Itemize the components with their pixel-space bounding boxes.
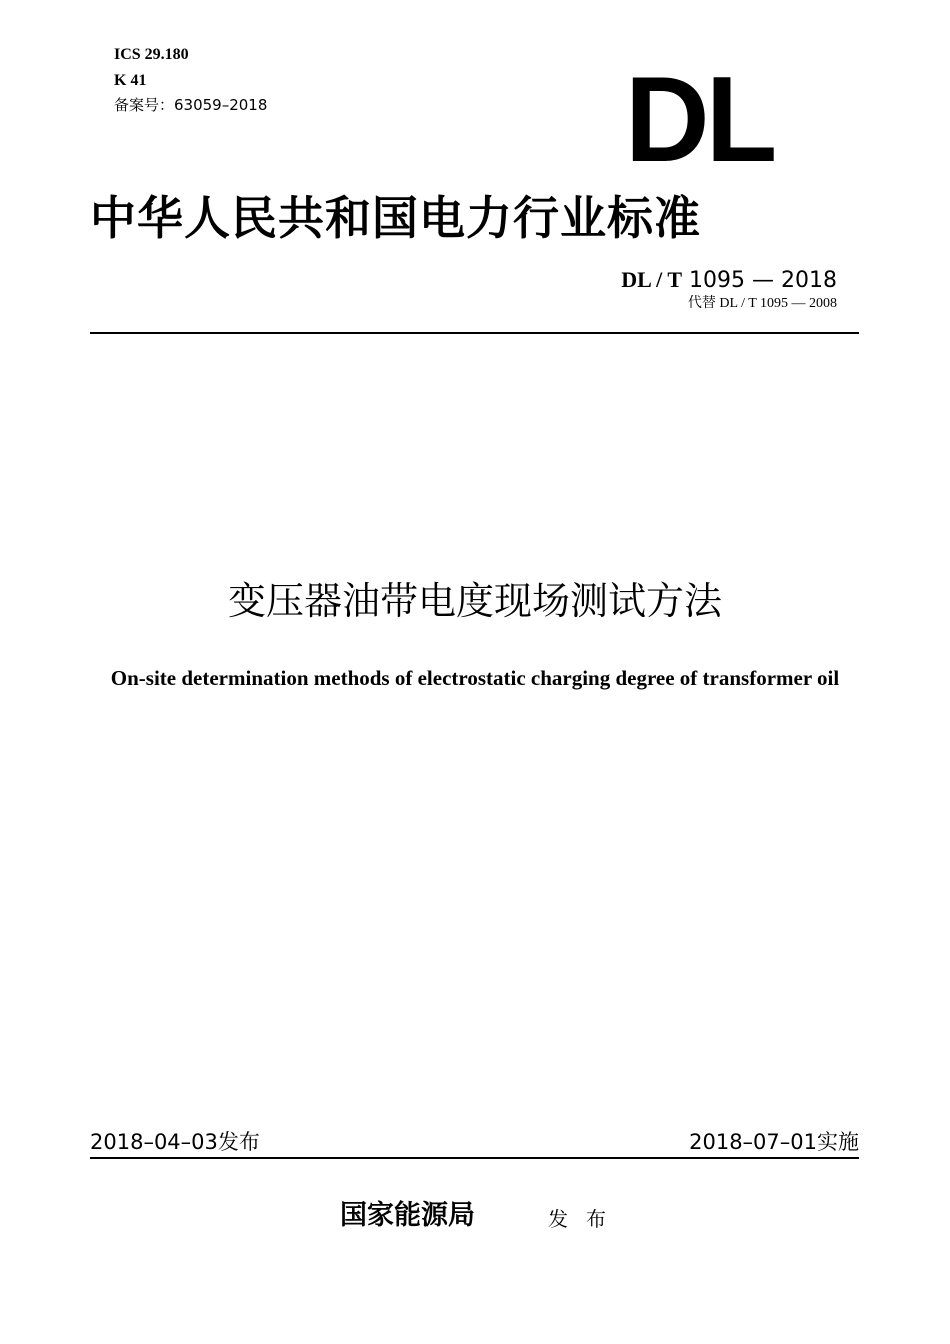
standard-number xyxy=(621,266,837,295)
replaces-standard: 代替 DL / T 1095 — 2008 xyxy=(687,296,837,311)
top-divider xyxy=(90,332,859,334)
implementation-date: 2018–07–01实施 xyxy=(689,1130,859,1154)
document-title-en: On-site determination methods of electrostatic charging degree of transformer oil xyxy=(110,666,840,690)
standard-category-title: 中华人民共和国电力行业标准 xyxy=(90,191,701,245)
filing-number: 备案号：63059–2018 xyxy=(114,96,268,114)
dl-logo: DL xyxy=(625,51,774,187)
issue-date: 2018–04–03发布 xyxy=(90,1130,260,1154)
document-title-cn: 变压器油带电度现场测试方法 xyxy=(227,579,722,623)
bottom-divider xyxy=(90,1157,859,1159)
classification-code: K 41 xyxy=(114,71,147,89)
issuer-name: 国家能源局 xyxy=(340,1200,475,1231)
issuer-action: 发布 xyxy=(548,1207,624,1231)
ics-code: ICS 29.180 xyxy=(114,46,189,63)
document-metadata xyxy=(114,42,267,118)
standard-number-value: 1095 — 2018 xyxy=(689,268,837,293)
standard-prefix: DL / T xyxy=(621,267,683,292)
